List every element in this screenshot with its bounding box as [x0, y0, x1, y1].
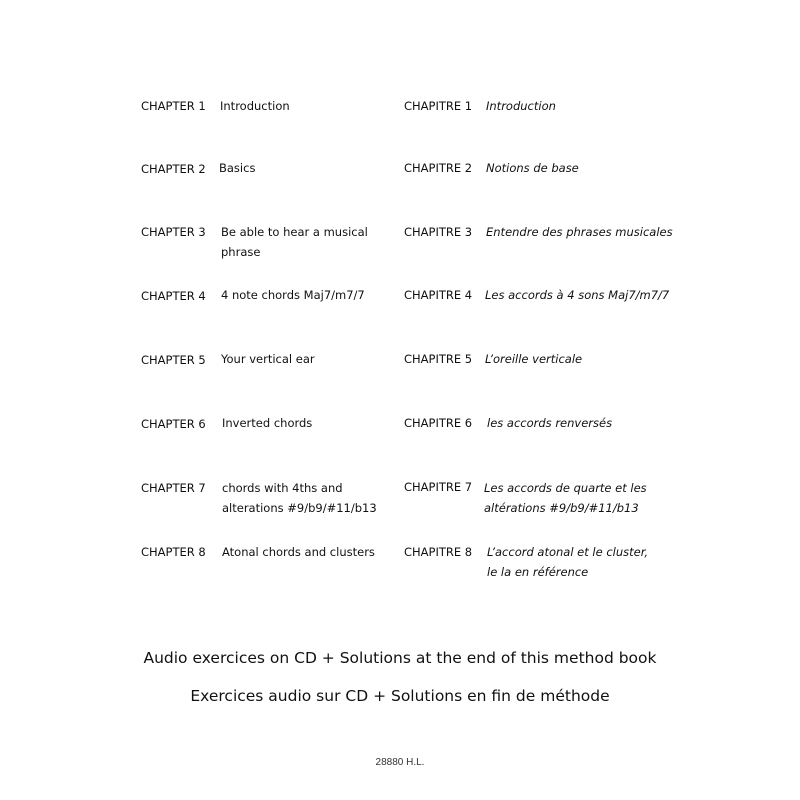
chapitre-4-label: CHAPITRE 4 — [404, 288, 473, 302]
chapter-8-title: Atonal chords and clusters — [222, 545, 375, 559]
chapitre-3-label: CHAPITRE 3 — [404, 225, 473, 239]
chapitre-6-title: les accords renversés — [487, 416, 613, 430]
footer-french-note: Exercices audio sur CD + Solutions en fin de méthode — [190, 687, 610, 705]
chapitre-3-title: Entendre des phrases musicales — [486, 225, 673, 239]
chapter-8-label: CHAPTER 8 — [141, 545, 206, 559]
chapitre-5-title: L’oreille verticale — [485, 352, 583, 366]
chapter-1-title: Introduction — [220, 99, 290, 113]
chapter-5-label: CHAPTER 5 — [141, 353, 206, 367]
chapter-6-title: Inverted chords — [222, 416, 313, 430]
chapitre-7-label: CHAPITRE 7 — [404, 480, 473, 494]
chapitre-5-label: CHAPITRE 5 — [404, 352, 473, 366]
chapter-3-label: CHAPTER 3 — [141, 225, 206, 239]
chapter-3-title: Be able to hear a musical phrase — [221, 225, 368, 259]
chapitre-4-title: Les accords à 4 sons Maj7/m7/7 — [485, 288, 670, 302]
chapter-7-title: chords with 4ths and alterations #9/b9/#11/b13 — [222, 481, 377, 515]
chapitre-2-label: CHAPITRE 2 — [404, 161, 473, 175]
chapitre-7-title: Les accords de quarte et les altérations #9/b9/#11/b13 — [484, 481, 647, 515]
chapitre-8-label: CHAPITRE 8 — [404, 545, 473, 559]
chapter-4-title: 4 note chords Maj7/m7/7 — [221, 288, 365, 302]
chapitre-8-title: L’accord atonal et le cluster, le la en référence — [487, 545, 649, 579]
chapitre-1-title: Introduction — [486, 99, 556, 113]
chapter-2-title: Basics — [219, 161, 256, 175]
footer-english-note: Audio exercices on CD + Solutions at the end of this method book — [143, 649, 657, 667]
chapter-5-title: Your vertical ear — [221, 352, 315, 366]
chapter-4-label: CHAPTER 4 — [141, 289, 206, 303]
chapter-2-label: CHAPTER 2 — [141, 162, 206, 176]
chapter-1-label: CHAPTER 1 — [141, 99, 206, 113]
page-reference: 28880 H.L. — [375, 757, 425, 768]
chapter-6-label: CHAPTER 6 — [141, 417, 206, 431]
chapter-7-label: CHAPTER 7 — [141, 481, 206, 495]
chapitre-6-label: CHAPITRE 6 — [404, 416, 473, 430]
chapitre-2-title: Notions de base — [486, 161, 579, 175]
chapitre-1-label: CHAPITRE 1 — [404, 99, 473, 113]
